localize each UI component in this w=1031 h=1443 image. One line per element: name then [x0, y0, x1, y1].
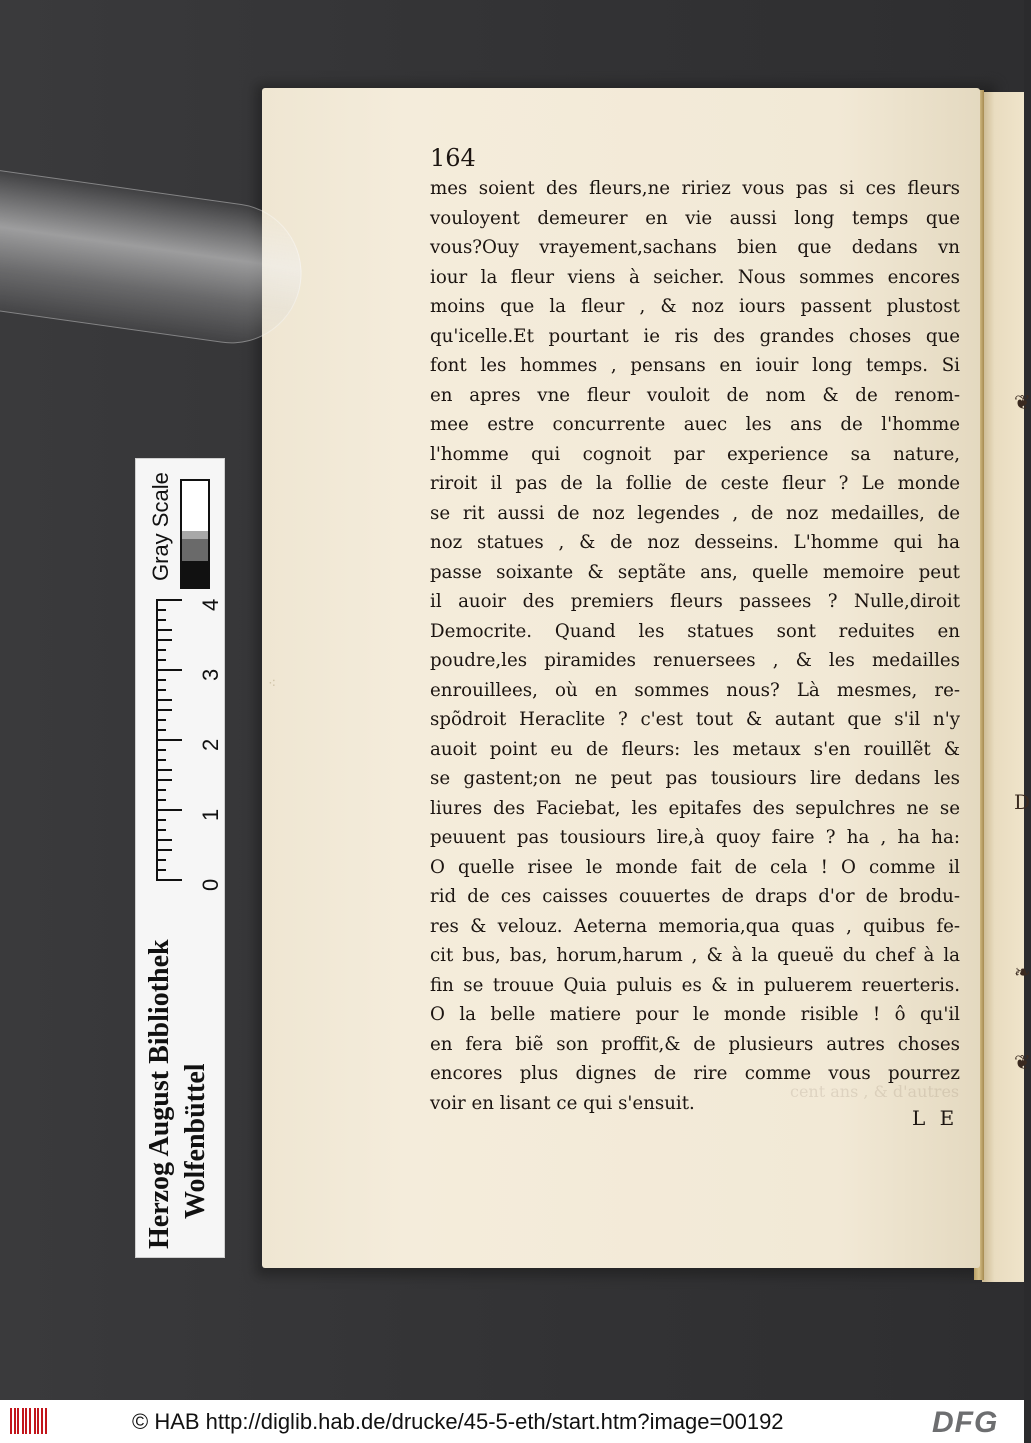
text-line: O la belle matiere pour le monde risible ! ô qu'il — [430, 1004, 960, 1025]
ruler-tick — [156, 799, 166, 801]
mid-gray-swatch — [182, 539, 208, 561]
barcode-bar — [29, 1408, 31, 1434]
text-line: qu'icelle.Et pourtant ie ris des grandes choses que — [430, 325, 960, 347]
text-line: vouloyent demeurer en vie aussi long temps que — [430, 207, 960, 229]
white-swatch — [182, 481, 208, 531]
barcode-bar — [25, 1408, 27, 1434]
text-line: O quelle risee le monde fait de cela ! O comme il — [430, 856, 960, 878]
text-line: rid de ces caisses couuertes de draps d'or de brodu- — [430, 886, 960, 907]
ruler-tick — [156, 789, 166, 791]
scale-number-3: 3 — [198, 668, 223, 681]
ruler-tick — [156, 779, 172, 781]
text-line: peuuent pas tousiours lire,à quoy faire ? ha , ha ha: — [430, 827, 960, 848]
barcode-bar — [22, 1408, 24, 1434]
scale-number-4: 4 — [198, 598, 223, 611]
ruler-tick — [156, 839, 172, 841]
text-line: enrouillees, où en sommes nous? Là mesmes, re- — [430, 679, 960, 701]
ornament-glyph: D — [1014, 790, 1031, 814]
ruler-tick — [156, 609, 166, 611]
catchword: L E — [912, 1106, 959, 1130]
ruler-tick — [156, 719, 166, 721]
dfg-logo: DFG — [932, 1406, 999, 1439]
barcode-bar — [41, 1408, 43, 1434]
text-line: se gastent;on ne peut pas tousiours lire dedans les — [430, 768, 960, 789]
text-line: se rit aussi de noz legendes , de noz medailles, de — [430, 502, 960, 524]
scale-number-1: 1 — [198, 808, 223, 821]
ruler-tick — [156, 859, 166, 861]
scale-number-2: 2 — [198, 738, 223, 751]
text-line: passe soixante & septãte ans, quelle memoire peut — [430, 561, 960, 583]
text-line: l'homme qui cognoit par experience sa nature, — [430, 443, 960, 465]
hab-barcode-logo — [10, 1408, 48, 1434]
text-line: riroit il pas de la follie de ceste fleur ? Le monde — [430, 473, 960, 494]
page-number: 164 — [430, 144, 476, 172]
text-line: en apres vne fleur vouloit de nom & de renom- — [430, 384, 960, 406]
text-line: moins que la fleur , & noz iours passent plustost — [430, 296, 960, 317]
gray-scale-card — [135, 458, 225, 1258]
text-line: iour la fleur viens à seicher. Nous sommes encores — [430, 266, 960, 288]
barcode-bar — [14, 1408, 16, 1434]
ruler-tick — [156, 729, 166, 731]
ruler-tick — [156, 769, 172, 771]
barcode-bar — [34, 1408, 36, 1434]
text-line: poudre,les piramides renuersees , & les medailles — [430, 650, 960, 671]
barcode-bar — [45, 1408, 47, 1434]
ruler-tick — [156, 669, 182, 671]
ruler-tick — [156, 689, 166, 691]
ruler-tick — [156, 639, 172, 641]
scale-number-0: 0 — [198, 878, 223, 891]
ornament-glyph: ❧ — [1014, 960, 1031, 984]
text-line: noz statues , & de noz desseins. L'homme qui ha — [430, 532, 960, 553]
ruler-tick — [156, 649, 166, 651]
text-line: vous?Ouy vrayement,sachans bien que dedans vn — [430, 237, 960, 258]
text-line: Democrite. Quand les statues sont reduites en — [430, 620, 960, 642]
show-through-text: cent ans , & d'autres — [790, 1082, 960, 1101]
text-line: en fera biẽ son proffit,& de plusieurs autres choses — [430, 1033, 960, 1055]
text-line: auoit point eu de fleurs: les metaux s'en rouillẽt & — [430, 738, 960, 760]
ruler-tick — [156, 849, 172, 851]
black-swatch — [182, 561, 208, 587]
gray-scale-label: Gray Scale — [148, 472, 173, 581]
copyright-url[interactable]: © HAB http://diglib.hab.de/drucke/45-5-eth/start.htm?image=00192 — [132, 1409, 784, 1434]
text-line: mee estre concurrente auec les ans de l'homme — [430, 414, 960, 435]
institution-name: Herzog August Bibliothek — [144, 939, 175, 1249]
text-line: fin se trouue Quia puluis es & in puluerem reuerteris. — [430, 974, 960, 996]
ruler-tick — [156, 659, 166, 661]
text-line: liures des Faciebat, les epitafes des sepulchres ne se — [430, 797, 960, 819]
text-line: res & velouz. Aeterna memoria,qua quas , quibus fe- — [430, 915, 960, 937]
ruler-tick — [156, 749, 166, 751]
text-line: font les hommes , pensans en iouir long temps. Si — [430, 355, 960, 376]
ruler-tick — [156, 629, 172, 631]
ruler-tick — [156, 809, 182, 811]
ruler-tick — [156, 619, 166, 621]
ruler-tick — [156, 869, 166, 871]
text-line: cit bus, bas, horum,harum , & à la queuë du chef à la — [430, 945, 960, 966]
barcode-bar — [37, 1408, 39, 1434]
ruler-tick — [156, 599, 182, 601]
ruler-tick — [156, 739, 182, 741]
ornament-glyph: ❦ — [1014, 390, 1031, 414]
ruler-tick — [156, 709, 172, 711]
footer-bar — [0, 1400, 1024, 1443]
ruler-tick — [156, 829, 166, 831]
text-line: il auoir des premiers fleurs passees ? Nulle,diroit — [430, 591, 960, 612]
ruler-tick — [156, 879, 182, 881]
ruler-tick — [156, 759, 166, 761]
barcode-bar — [17, 1408, 19, 1434]
ruler-tick — [156, 679, 166, 681]
gray-scale-swatches — [180, 479, 210, 589]
institution-city: Wolfenbüttel — [180, 1063, 211, 1219]
ruler-tick — [156, 819, 166, 821]
text-line: spõdroit Heraclite ? c'est tout & autant que s'il n'y — [430, 709, 960, 730]
barcode-bar — [10, 1408, 12, 1434]
ruler-tick — [156, 699, 172, 701]
ornament-glyph: ❦ — [1014, 1050, 1031, 1074]
text-line: mes soient des fleurs,ne ririez vous pas si ces fleurs — [430, 178, 960, 199]
light-gray-swatch — [182, 531, 208, 539]
facing-page-edge — [982, 92, 1031, 1282]
page-mark: ⁖ — [268, 676, 277, 692]
text-line: encores plus dignes de rire comme vous pourrez — [430, 1063, 960, 1084]
text-line: voir en lisant ce qui s'ensuit. — [430, 1092, 695, 1114]
